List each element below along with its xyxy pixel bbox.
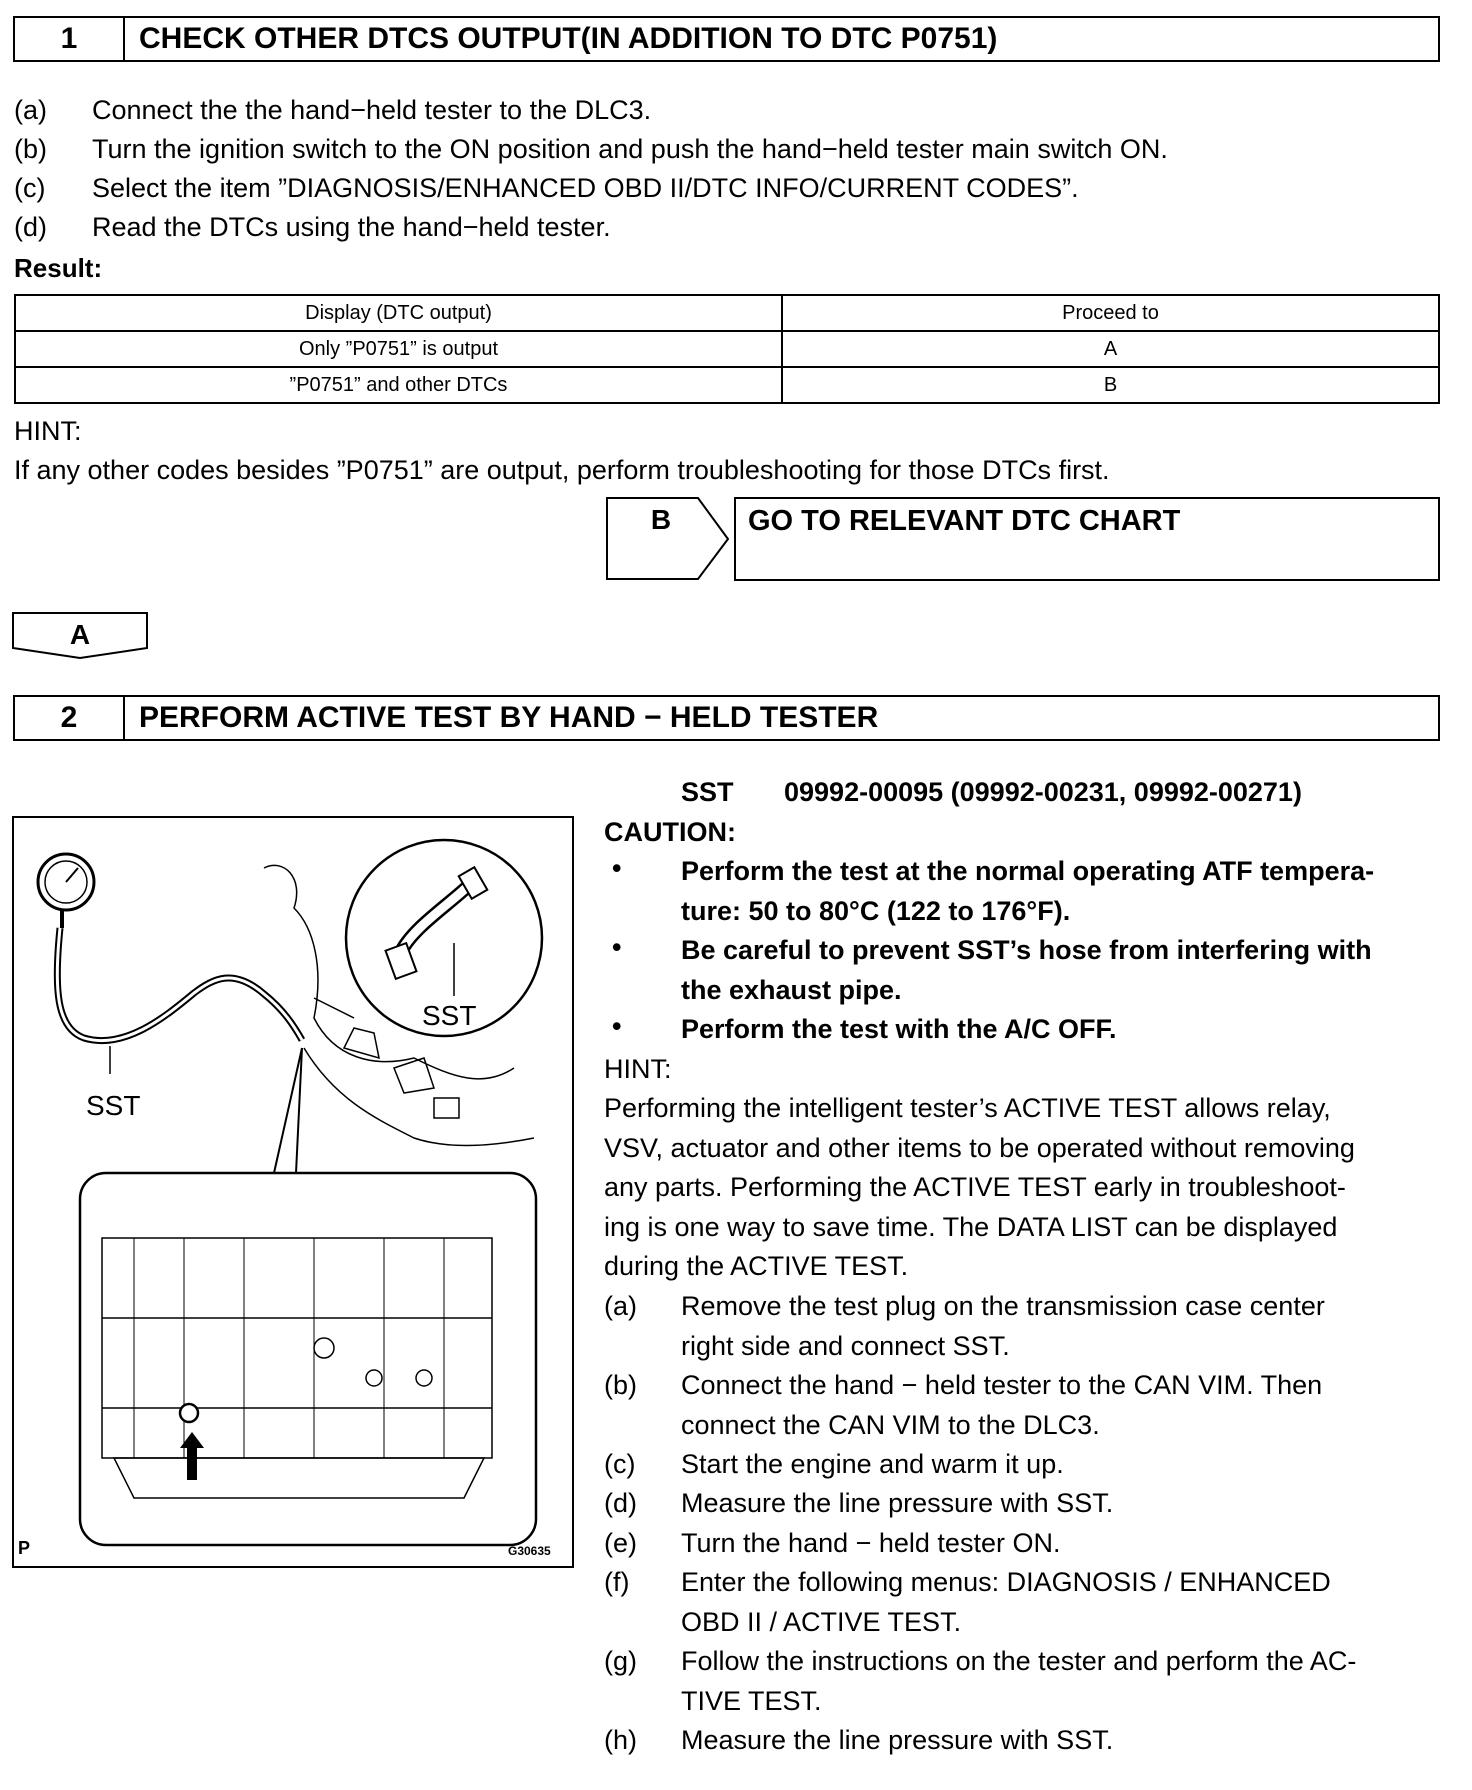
item-text: Turn the ignition switch to the ON position and push the hand−held tester main switch ON. [92,134,1168,164]
item-line: Turn the hand − held tester ON. [681,1528,1061,1558]
step-2-item-label: (h) [604,1725,637,1755]
bullet-icon: • [612,1011,622,1041]
figure-id: G30635 [508,1544,551,1558]
step-2-header [13,695,1440,741]
item-line: connect the CAN VIM to the DLC3. [681,1409,1100,1440]
caution-line: ture: 50 to 80°C (122 to 176°F). [681,895,1071,926]
item-label: (b) [14,134,47,164]
step-2-title: PERFORM ACTIVE TEST BY HAND − HELD TESTER [139,701,879,734]
table-header-cell: Proceed to [782,295,1439,331]
table-cell: ”P0751” and other DTCs [15,367,782,403]
step-2-item-f [681,1563,1441,1642]
step-2-item-label: (a) [604,1291,637,1321]
caution-line: Perform the test with the A/C OFF. [681,1014,1117,1044]
step-2-number: 2 [15,697,125,739]
branch-a-letter: A [69,619,91,650]
step-2-item-d [681,1484,1441,1524]
item-label: (a) [14,95,47,125]
step-2-item-h [681,1721,1441,1761]
step-1-header [13,16,1440,62]
step-2-item-e [681,1524,1441,1564]
sst-value: 09992-00095 (09992-00231, 09992-00271) [784,777,1302,807]
figure-label-sst-inset: SST [422,1000,477,1031]
figure-corner-label: P [18,1538,31,1558]
item-line: right side and connect SST. [681,1330,1010,1361]
item-line: Enter the following menus: DIAGNOSIS / ENHANCED [681,1567,1331,1597]
step-2-item-label: (c) [604,1449,636,1479]
hint-line: Performing the intelligent tester’s ACTIVE TEST allows relay, [604,1093,1331,1123]
result-label: Result: [14,253,103,283]
item-line: OBD II / ACTIVE TEST. [681,1606,962,1637]
procedure-figure [12,816,574,1568]
item-line: Start the engine and warm it up. [681,1449,1064,1479]
branch-b-box [734,497,1440,581]
bullet-icon: • [612,932,622,962]
caution-item-1 [681,852,1441,931]
step-2-item-b [681,1366,1441,1445]
branch-b-text: GO TO RELEVANT DTC CHART [748,505,1181,537]
table-cell: A [782,331,1439,367]
step-1-title: CHECK OTHER DTCS OUTPUT(IN ADDITION TO DTC P0751) [139,22,998,55]
hint-line: VSV, actuator and other items to be operated without removing [604,1132,1355,1163]
table-header-cell: Display (DTC output) [15,295,782,331]
caution-label: CAUTION: [604,817,736,847]
hint-line: ing is one way to save time. The DATA LIST can be displayed [604,1211,1338,1242]
caution-item-2 [681,931,1441,1010]
table-cell: Only ”P0751” is output [15,331,782,367]
item-text: Read the DTCs using the hand−held tester. [92,212,611,242]
step-2-item-label: (d) [604,1488,637,1518]
bullet-icon: • [612,853,622,883]
table-row [15,367,1439,403]
figure-label-sst: SST [86,1090,141,1121]
pressure-gauge-illustration [14,818,572,1566]
branch-b-letter: B [650,504,672,535]
item-line: Connect the hand − held tester to the CAN VIM. Then [681,1370,1323,1400]
item-line: Measure the line pressure with SST. [681,1725,1114,1755]
caution-line: Be careful to prevent SST’s hose from interfering with [681,935,1372,965]
step-2-item-c [681,1445,1441,1485]
item-text: Select the item ”DIAGNOSIS/ENHANCED OBD II/DTC INFO/CURRENT CODES”. [92,173,1079,203]
item-line: Remove the test plug on the transmission case center [681,1291,1325,1321]
step-2-hint-text [604,1089,1440,1287]
hint-line: during the ACTIVE TEST. [604,1251,909,1281]
item-line: Measure the line pressure with SST. [681,1488,1114,1518]
result-table [14,294,1440,404]
table-header-row [15,295,1439,331]
item-line: TIVE TEST. [681,1685,822,1716]
item-line: Follow the instructions on the tester and perform the AC- [681,1646,1357,1676]
step-2-item-label: (g) [604,1646,637,1676]
item-label: (d) [14,212,47,242]
step-2-item-label: (f) [604,1567,630,1597]
step-1-number: 1 [15,18,125,60]
caution-line: the exhaust pipe. [681,974,902,1005]
hint-label: HINT: [14,416,82,446]
step-2-item-label: (e) [604,1528,637,1558]
caution-item-3 [681,1010,1441,1050]
step-2-item-a [681,1287,1441,1366]
item-label: (c) [14,173,46,203]
hint-text: If any other codes besides ”P0751” are output, perform troubleshooting for those DTCs first. [14,455,1110,485]
table-row [15,331,1439,367]
step-2-hint-label: HINT: [604,1054,672,1084]
caution-line: Perform the test at the normal operating ATF tempera- [681,856,1375,886]
table-cell: B [782,367,1439,403]
step-2-item-label: (b) [604,1370,637,1400]
item-text: Connect the the hand−held tester to the DLC3. [92,95,652,125]
hint-line: any parts. Performing the ACTIVE TEST early in troubleshoot- [604,1172,1346,1202]
step-2-item-g [681,1642,1441,1721]
sst-label: SST [681,777,734,807]
